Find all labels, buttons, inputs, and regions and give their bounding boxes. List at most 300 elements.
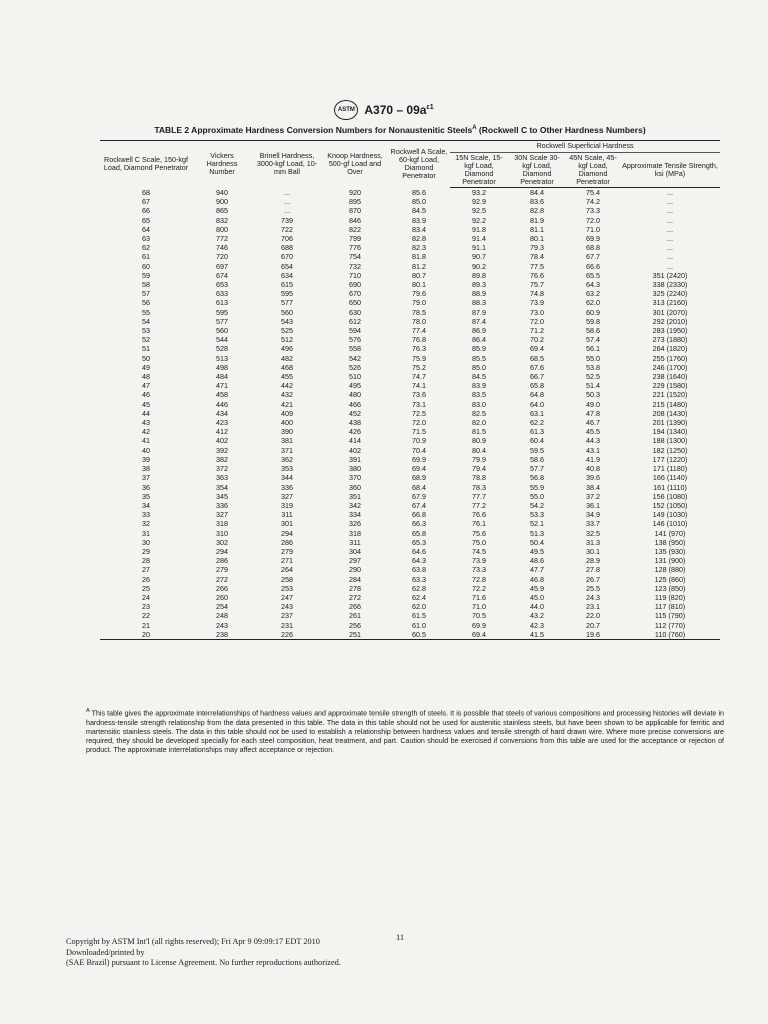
col-header-45n: 45N Scale, 45-kgf Load, Diamond Penetrator (566, 153, 620, 188)
table-cell: 409 (281, 408, 293, 418)
table-cell: 92.5 (472, 206, 486, 216)
table-cell: 326 (349, 519, 361, 529)
table-cell: 51 (142, 344, 150, 354)
table-cell: 62.8 (412, 583, 426, 593)
table-cell: 255 (1760) (652, 353, 688, 363)
table-row (100, 538, 720, 547)
table-cell: 65.8 (412, 528, 426, 538)
table-row (100, 335, 720, 344)
table-cell: 47.8 (586, 408, 600, 418)
table-cell: 266 (349, 602, 361, 612)
table-cell: ... (284, 206, 290, 216)
table-cell: 85.0 (412, 197, 426, 207)
table-cell: 69.9 (472, 620, 486, 630)
table-cell: 654 (281, 261, 293, 271)
table-cell: 29 (142, 546, 150, 556)
table-cell: 24 (142, 592, 150, 602)
table-row (100, 225, 720, 234)
table-cell: 24.3 (586, 592, 600, 602)
table-cell: 115 (790) (654, 611, 686, 621)
table-cell: 28.9 (586, 556, 600, 566)
table-row (100, 372, 720, 381)
table-cell: 48.6 (530, 556, 544, 566)
table-cell: 237 (281, 611, 293, 621)
table-cell: 247 (281, 592, 293, 602)
table-cell: 75.0 (472, 537, 486, 547)
table-cell: 47.7 (530, 565, 544, 575)
table-cell: 72.0 (530, 316, 544, 326)
table-row (100, 409, 720, 418)
table-cell: 61 (142, 252, 150, 262)
table-cell: 84.4 (530, 188, 544, 197)
table-cell: 81.2 (412, 261, 426, 271)
table-cell: 60.9 (586, 307, 600, 317)
table-cell: 290 (349, 565, 361, 575)
table-cell: 732 (349, 261, 361, 271)
table-cell: 38 (142, 464, 150, 474)
table-cell: 77.2 (472, 500, 486, 510)
table-cell: 226 (252, 630, 322, 640)
table-row (100, 354, 720, 363)
table-cell: 71.6 (472, 592, 486, 602)
table-cell: 69.9 (586, 234, 600, 244)
table-cell: 900 (216, 197, 228, 207)
table-cell: 57 (142, 289, 150, 299)
table-cell: 634 (281, 270, 293, 280)
table-cell: 577 (216, 316, 228, 326)
table-cell: 260 (216, 592, 228, 602)
table-cell: 86.4 (472, 335, 486, 345)
table-cell: 72.0 (586, 215, 600, 225)
table-cell: 80.4 (472, 445, 486, 455)
table-cell: 311 (349, 537, 361, 547)
document-header (0, 100, 768, 120)
table-cell: 78.8 (472, 473, 486, 483)
table-cell: 60.5 (388, 630, 450, 640)
table-cell: 42 (142, 427, 150, 437)
table-cell: 231 (281, 620, 293, 630)
table-cell: 23.1 (586, 602, 600, 612)
table-cell: 35 (142, 491, 150, 501)
table-cell: 78.5 (412, 307, 426, 317)
standard-designation: $A370 - 09a^{\varepsilon 1}$ (364, 103, 434, 117)
table-row (100, 326, 720, 335)
table-cell: 39 (142, 454, 150, 464)
table-cell: 149 (1030) (652, 510, 688, 520)
table-cell: 83.6 (530, 197, 544, 207)
table-cell: 51.3 (530, 528, 544, 538)
table-cell: 45.0 (530, 592, 544, 602)
table-cell: 76.8 (412, 335, 426, 345)
table-cell: 34 (142, 500, 150, 510)
table-cell: 45 (142, 399, 150, 409)
table-cell: 40 (142, 445, 150, 455)
table-row (100, 280, 720, 289)
table-row (100, 197, 720, 206)
table-cell: 510 (349, 372, 361, 382)
table-cell: 54 (142, 316, 150, 326)
table-cell: 513 (216, 353, 228, 363)
table-cell: ... (667, 261, 673, 271)
table-cell: 50.4 (530, 537, 544, 547)
table-row (100, 206, 720, 215)
table-cell: ... (667, 197, 673, 207)
table-cell: 63.3 (412, 574, 426, 584)
table-cell: 49.0 (586, 399, 600, 409)
table-cell: 82.8 (530, 206, 544, 216)
col-header-30n: 30N Scale 30-kgf Load, Diamond Penetrator (508, 153, 566, 188)
table-cell: 390 (281, 427, 293, 437)
table-cell: 746 (216, 243, 228, 253)
table-cell: 59.8 (586, 316, 600, 326)
table-cell: 53.3 (530, 510, 544, 520)
table-cell: 458 (216, 390, 228, 400)
table-cell: 33 (142, 510, 150, 520)
table-cell: 612 (349, 316, 361, 326)
table-cell: 92.2 (472, 215, 486, 225)
table-cell: 342 (349, 500, 361, 510)
table-cell: 402 (216, 436, 228, 446)
table-cell: ... (667, 243, 673, 253)
table-cell: 69.4 (530, 344, 544, 354)
table-cell: 67.7 (586, 252, 600, 262)
table-cell: 325 (2240) (652, 289, 688, 299)
hardness-conversion-table (100, 140, 720, 640)
table-cell: 38.4 (586, 482, 600, 492)
table-cell: ... (667, 234, 673, 244)
table-cell: 221 (1520) (652, 390, 688, 400)
table-cell: 77.5 (530, 261, 544, 271)
table-cell: 318 (216, 519, 228, 529)
table-cell: 74.8 (530, 289, 544, 299)
table-cell: 79.6 (412, 289, 426, 299)
table-cell: 722 (281, 224, 293, 234)
table-cell: 73.3 (586, 206, 600, 216)
table-cell: 846 (349, 215, 361, 225)
table-cell: 43.2 (530, 611, 544, 621)
table-row (100, 252, 720, 261)
table-cell: 284 (349, 574, 361, 584)
table-cell: 271 (281, 556, 293, 566)
table-cell: 42.3 (530, 620, 544, 630)
table-cell: 446 (216, 399, 228, 409)
table-cell: 79.4 (472, 464, 486, 474)
table-cell: 50.3 (586, 390, 600, 400)
table-cell: 363 (216, 473, 228, 483)
table-cell: 73.9 (530, 298, 544, 308)
table-cell: 75.2 (412, 362, 426, 372)
table-cell: 71.0 (472, 602, 486, 612)
table-cell: 39.6 (586, 473, 600, 483)
table-cell: 471 (216, 381, 228, 391)
table-cell: 577 (281, 298, 293, 308)
table-cell: 595 (216, 307, 228, 317)
table-cell: 57.7 (530, 464, 544, 474)
table-cell: 62.0 (586, 298, 600, 308)
table-cell: 83.9 (412, 215, 426, 225)
table-cell: 28 (142, 556, 150, 566)
table-cell: 318 (349, 528, 361, 538)
table-cell: 294 (216, 546, 228, 556)
table-cell: 55.0 (586, 353, 600, 363)
table-cell: 822 (349, 224, 361, 234)
table-cell: 80.1 (530, 234, 544, 244)
table-row (100, 519, 720, 528)
table-cell: 81.8 (412, 252, 426, 262)
table-cell: 80.9 (472, 436, 486, 446)
table-cell: 61.5 (412, 611, 426, 621)
table-cell: 344 (281, 473, 293, 483)
table-cell: 119 (820) (654, 592, 686, 602)
table-cell: 354 (216, 482, 228, 492)
table-cell: 92.9 (472, 197, 486, 207)
table-cell: 870 (349, 206, 361, 216)
table-row (100, 575, 720, 584)
table-cell: 351 (349, 491, 361, 501)
table-cell: 74.5 (472, 546, 486, 556)
table-cell: 20 (100, 630, 192, 640)
table-cell: 423 (216, 418, 228, 428)
table-cell: 253 (281, 583, 293, 593)
table-cell: 62.0 (412, 602, 426, 612)
table-cell: 72.0 (412, 418, 426, 428)
table-cell: 49 (142, 362, 150, 372)
table-row (100, 621, 720, 630)
table-cell: 55.9 (530, 482, 544, 492)
table-cell: 710 (349, 270, 361, 280)
table-cell: 633 (216, 289, 228, 299)
table-cell: 76.6 (472, 510, 486, 520)
table-cell: 336 (281, 482, 293, 492)
table-row (100, 455, 720, 464)
col-header-15n: 15N Scale, 15-kgf Load, Diamond Penetrator (450, 153, 508, 188)
table-cell: ... (667, 252, 673, 262)
table-row (100, 584, 720, 593)
table-row (100, 308, 720, 317)
table-cell: 434 (216, 408, 228, 418)
table-cell: 543 (281, 316, 293, 326)
table-cell: 251 (322, 630, 388, 640)
table-cell: 56 (142, 298, 150, 308)
col-header-rockwell-c: Rockwell C Scale, 150-kgf Load, Diamond Penetrator (100, 141, 192, 188)
table-cell: 25 (142, 583, 150, 593)
table-cell: 690 (349, 280, 361, 290)
table-cell: 83.0 (472, 399, 486, 409)
table-cell: 688 (281, 243, 293, 253)
table-cell: 670 (281, 252, 293, 262)
table-cell: 46.8 (530, 574, 544, 584)
table-cell: 58.6 (530, 454, 544, 464)
table-cell: 41.9 (586, 454, 600, 464)
table-cell: 72.2 (472, 583, 486, 593)
table-cell: 208 (1430) (652, 408, 688, 418)
table-row (100, 473, 720, 482)
table-cell: 56.1 (586, 344, 600, 354)
table-row (100, 492, 720, 501)
table-cell: 73.3 (472, 565, 486, 575)
col-header-vickers: Vickers Hardness Number (192, 141, 252, 188)
table-row (100, 298, 720, 307)
table-cell: 272 (349, 592, 361, 602)
table-cell: 90.7 (472, 252, 486, 262)
table-cell: 67.6 (530, 362, 544, 372)
table-cell: 78.3 (472, 482, 486, 492)
table-row (100, 271, 720, 280)
table-cell: 272 (216, 574, 228, 584)
table-cell: 278 (349, 583, 361, 593)
table-cell: 88.9 (472, 289, 486, 299)
table-cell: 82.3 (412, 243, 426, 253)
table-cell: 525 (281, 326, 293, 336)
table-cell: 146 (1010) (652, 519, 688, 529)
table-cell: 90.2 (472, 261, 486, 271)
table-cell: 85.5 (472, 353, 486, 363)
table-cell: 776 (349, 243, 361, 253)
table-cell: 182 (1250) (652, 445, 688, 455)
table-cell: 64 (142, 224, 150, 234)
table-cell: 85.9 (472, 344, 486, 354)
table-cell: 64.0 (530, 399, 544, 409)
table-cell: 302 (216, 537, 228, 547)
table-cell: 243 (281, 602, 293, 612)
table-cell: 542 (349, 353, 361, 363)
table-cell: 382 (216, 454, 228, 464)
table-cell: 412 (216, 427, 228, 437)
table-cell: 83.4 (412, 224, 426, 234)
table-cell: 650 (349, 298, 361, 308)
table-cell: 74.2 (586, 197, 600, 207)
table-cell: ... (667, 224, 673, 234)
table-cell: 43 (142, 418, 150, 428)
table-cell: 46 (142, 390, 150, 400)
table-cell: 402 (349, 445, 361, 455)
table-cell: 558 (349, 344, 361, 354)
table-cell: 91.4 (472, 234, 486, 244)
table-row (100, 363, 720, 372)
table-row (100, 510, 720, 519)
table-cell: 27.8 (586, 565, 600, 575)
table-cell: ... (284, 197, 290, 207)
table-row (100, 611, 720, 620)
table-cell: 940 (216, 187, 228, 197)
table-cell: 25.5 (586, 583, 600, 593)
table-cell: 68.8 (586, 243, 600, 253)
table-cell: 68 (142, 187, 150, 197)
table-cell: 138 (950) (654, 537, 686, 547)
table-cell: 65 (142, 215, 150, 225)
table-cell: 135 (930) (654, 546, 686, 556)
table-row (100, 317, 720, 326)
copyright-footer (66, 937, 341, 969)
table-cell: 58.6 (586, 326, 600, 336)
table-cell: 426 (349, 427, 361, 437)
table-cell: 30 (142, 537, 150, 547)
table-cell: 484 (216, 372, 228, 382)
license-line: (SAE Brazil) pursuant to License Agreement. No further reproductions authorized. (66, 958, 341, 967)
table-cell: 345 (216, 491, 228, 501)
page-number: 11 (396, 932, 405, 942)
table-cell: 64.6 (412, 546, 426, 556)
table-cell: 77.7 (472, 491, 486, 501)
table-cell: 70.5 (472, 611, 486, 621)
table-cell: 630 (349, 307, 361, 317)
table-cell: 93.2 (472, 188, 486, 197)
table-cell: 360 (349, 482, 361, 492)
table-cell: 55.0 (530, 491, 544, 501)
table-cell: 41.5 (508, 630, 566, 640)
table-cell: 63.8 (412, 565, 426, 575)
table-cell: 75.4 (586, 188, 600, 197)
table-cell: 81.5 (472, 427, 486, 437)
table-cell: 215 (1480) (652, 399, 688, 409)
table-row (100, 630, 720, 640)
table-cell: 254 (216, 602, 228, 612)
table-cell: 40.8 (586, 464, 600, 474)
table-cell: 22 (142, 611, 150, 621)
table-cell: 70.2 (530, 335, 544, 345)
col-header-knoop: Knoop Hardness, 500-gf Load and Over (322, 141, 388, 188)
table-cell: ... (667, 215, 673, 225)
table-cell: 71.5 (412, 427, 426, 437)
table-cell: 30.1 (586, 546, 600, 556)
table-cell: 128 (880) (654, 565, 686, 575)
table-cell: 67.9 (412, 491, 426, 501)
table-cell: 73.9 (472, 556, 486, 566)
table-row (100, 418, 720, 427)
table-cell: 82.5 (472, 408, 486, 418)
table-cell: 670 (349, 289, 361, 299)
table-cell: 560 (216, 326, 228, 336)
table-cell: 66.3 (412, 519, 426, 529)
table-cell: 26.7 (586, 574, 600, 584)
table-cell: 372 (216, 464, 228, 474)
table-cell: 85.0 (472, 362, 486, 372)
table-cell: 381 (281, 436, 293, 446)
table-cell: 46.7 (586, 418, 600, 428)
table-cell: 498 (216, 362, 228, 372)
table-cell: ... (667, 188, 673, 197)
table-row (100, 381, 720, 390)
table-cell: 44.0 (530, 602, 544, 612)
table-cell: 400 (281, 418, 293, 428)
table-cell: 442 (281, 381, 293, 391)
table-cell: 78.0 (412, 316, 426, 326)
table-cell: 74.7 (412, 372, 426, 382)
table-cell: 80.7 (412, 270, 426, 280)
table-cell: 279 (216, 565, 228, 575)
table-cell: 60 (142, 261, 150, 271)
table-cell: 22.0 (586, 611, 600, 621)
table-row (100, 464, 720, 473)
group-header-superficial: Rockwell Superficial Hardness (450, 141, 720, 153)
table-cell: 754 (349, 252, 361, 262)
table-cell: 229 (1580) (652, 381, 688, 391)
table-cell: 720 (216, 252, 228, 262)
table-cell: 177 (1220) (652, 454, 688, 464)
table-cell: 301 (2070) (652, 307, 688, 317)
table-cell: 391 (349, 454, 361, 464)
table-cell: 79.3 (530, 243, 544, 253)
table-cell: 71.2 (530, 326, 544, 336)
table-cell: 86.9 (472, 326, 486, 336)
table-cell: 286 (281, 537, 293, 547)
table-cell: 452 (349, 408, 361, 418)
table-cell: 52.1 (530, 519, 544, 529)
table-row (100, 262, 720, 271)
table-cell: 67.4 (412, 500, 426, 510)
table-cell: 69.4 (412, 464, 426, 474)
table-cell: 60.4 (530, 436, 544, 446)
